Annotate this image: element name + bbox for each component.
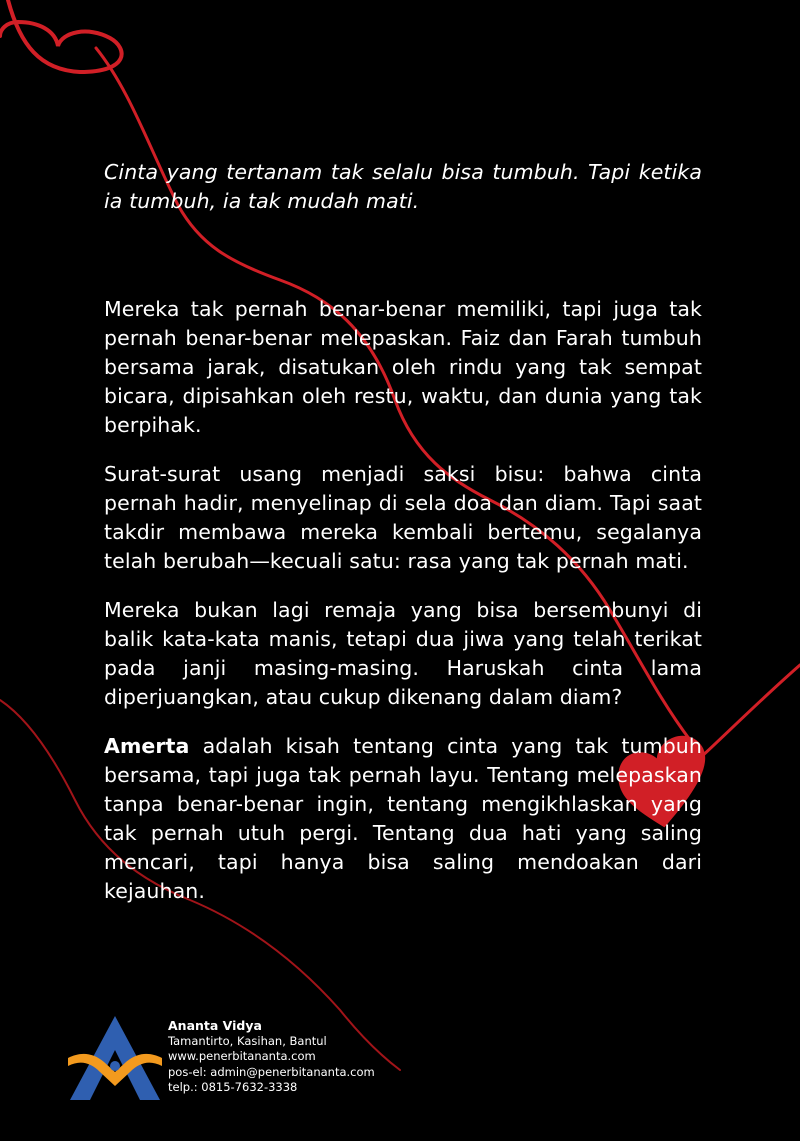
publisher-address: Tamantirto, Kasihan, Bantul: [168, 1033, 327, 1048]
synopsis-paragraph-2: Surat-surat usang menjadi saksi bisu: bahwa cinta pernah hadir, menyelinap di sela doa dan diam. Tapi saat takdir membawa mereka kembali bertemu, segalanya telah berubah—kecuali satu: rasa yang tak pernah mati.: [104, 462, 702, 573]
back-cover-text: [104, 158, 702, 906]
publisher-name: Ananta Vidya: [168, 1018, 262, 1033]
tagline: Cinta yang tertanam tak selalu bisa tumbuh. Tapi ketika ia tumbuh, ia tak mudah mati.: [104, 160, 702, 213]
publisher-website[interactable]: www.penerbitananta.com: [168, 1049, 316, 1063]
book-title: Amerta: [104, 734, 190, 758]
publisher-email[interactable]: pos-el: admin@penerbitananta.com: [168, 1064, 375, 1079]
synopsis-paragraph-1: Mereka tak pernah benar-benar memiliki, tapi juga tak pernah benar-benar melepaskan. Faiz dan Farah tumbuh bersama jarak, disatukan oleh rindu yang tak sempat bicara, dipisahkan oleh restu, waktu, dan dunia yang tak berpihak.: [104, 297, 702, 437]
closing-text: adalah kisah tentang cinta yang tak tumbuh bersama, tapi juga tak pernah layu. Tentang melepaskan tanpa benar-benar ingin, tentang mengikhlaskan yang tak pernah utuh pergi. Tentang dua hati yang saling mencari, tapi hanya bisa saling mendoakan dari kejauhan.: [104, 734, 702, 903]
top-heart-ribbon-icon: [0, 0, 122, 72]
publisher-phone: telp.: 0815-7632-3338: [168, 1080, 298, 1094]
publisher-block: [66, 1014, 426, 1104]
publisher-info: [168, 1018, 375, 1096]
synopsis-paragraph-closing: [104, 732, 702, 906]
ananta-vidya-logo-icon: [66, 1014, 164, 1102]
synopsis-paragraph-3: Mereka bukan lagi remaja yang bisa bersembunyi di balik kata-kata manis, tetapi dua jiwa yang telah terikat pada janji masing-masing. Haruskah cinta lama diperjuangkan, atau cukup dikenang dalam diam?: [104, 598, 702, 709]
